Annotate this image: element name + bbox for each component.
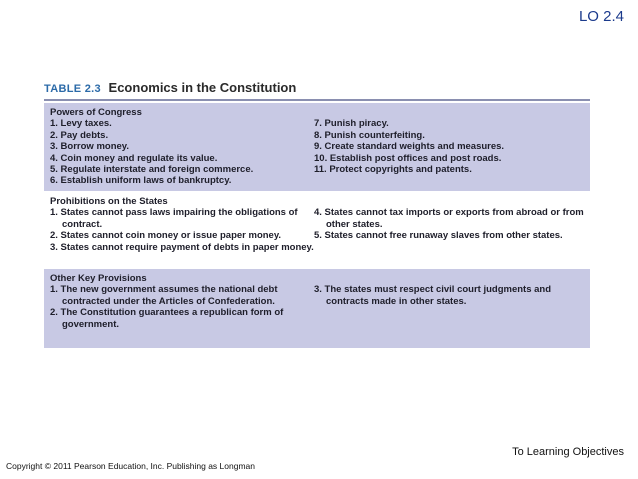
list-item: 5. Regulate interstate and foreign commerce. bbox=[50, 164, 254, 176]
section-other-key-provisions bbox=[44, 269, 590, 348]
right-column bbox=[314, 118, 584, 186]
section-prohibitions-on-states bbox=[44, 192, 590, 268]
list-item: 6. Establish uniform laws of bankruptcy. bbox=[50, 175, 232, 187]
left-column bbox=[50, 118, 314, 186]
copyright-notice: Copyright © 2011 Pearson Education, Inc. Publishing as Longman bbox=[6, 461, 255, 471]
table-title bbox=[44, 80, 296, 95]
section-heading: Powers of Congress bbox=[50, 107, 142, 118]
section-powers-of-congress bbox=[44, 103, 590, 191]
section-heading: Other Key Provisions bbox=[50, 273, 147, 284]
lo-label: LO 2.4 bbox=[578, 8, 624, 25]
learning-objectives-link[interactable]: To Learning Objectives bbox=[512, 446, 624, 458]
list-item: 11. Protect copyrights and patents. bbox=[314, 164, 472, 176]
list-item: 3. States cannot require payment of debts in paper money. bbox=[50, 241, 314, 253]
list-item: 9. Create standard weights and measures. bbox=[314, 141, 505, 153]
list-item: 5. States cannot free runaway slaves from other states. bbox=[314, 230, 563, 242]
title-rule bbox=[44, 99, 590, 101]
right-column bbox=[314, 284, 584, 330]
list-item: 1. Levy taxes. bbox=[50, 118, 112, 130]
list-item: 4. Coin money and regulate its value. bbox=[50, 152, 218, 164]
list-item: 2. The Constitution guarantees a republican form of government. bbox=[50, 307, 284, 330]
list-item: 2. States cannot coin money or issue paper money. bbox=[50, 230, 282, 242]
left-column bbox=[50, 207, 314, 253]
left-column bbox=[50, 284, 314, 330]
list-item: 2. Pay debts. bbox=[50, 129, 109, 141]
list-item: 7. Punish piracy. bbox=[314, 118, 389, 130]
list-item: 1. The new government assumes the national debt contracted under the Articles of Confederation. bbox=[50, 284, 278, 307]
list-item: 3. The states must respect civil court judgments and contracts made in other states. bbox=[314, 284, 552, 307]
list-item: 3. Borrow money. bbox=[50, 141, 130, 153]
table-label: TABLE 2.3 bbox=[44, 83, 101, 95]
list-item: 10. Establish post offices and post roads. bbox=[314, 152, 502, 164]
list-item: 8. Punish counterfeiting. bbox=[314, 129, 425, 141]
list-item: 4. States cannot tax imports or exports from abroad or from other states. bbox=[314, 207, 584, 230]
section-heading: Prohibitions on the States bbox=[50, 196, 168, 207]
table-name: Economics in the Constitution bbox=[108, 80, 297, 95]
list-item: 1. States cannot pass laws impairing the obligations of contract. bbox=[50, 207, 298, 230]
right-column bbox=[314, 207, 584, 253]
